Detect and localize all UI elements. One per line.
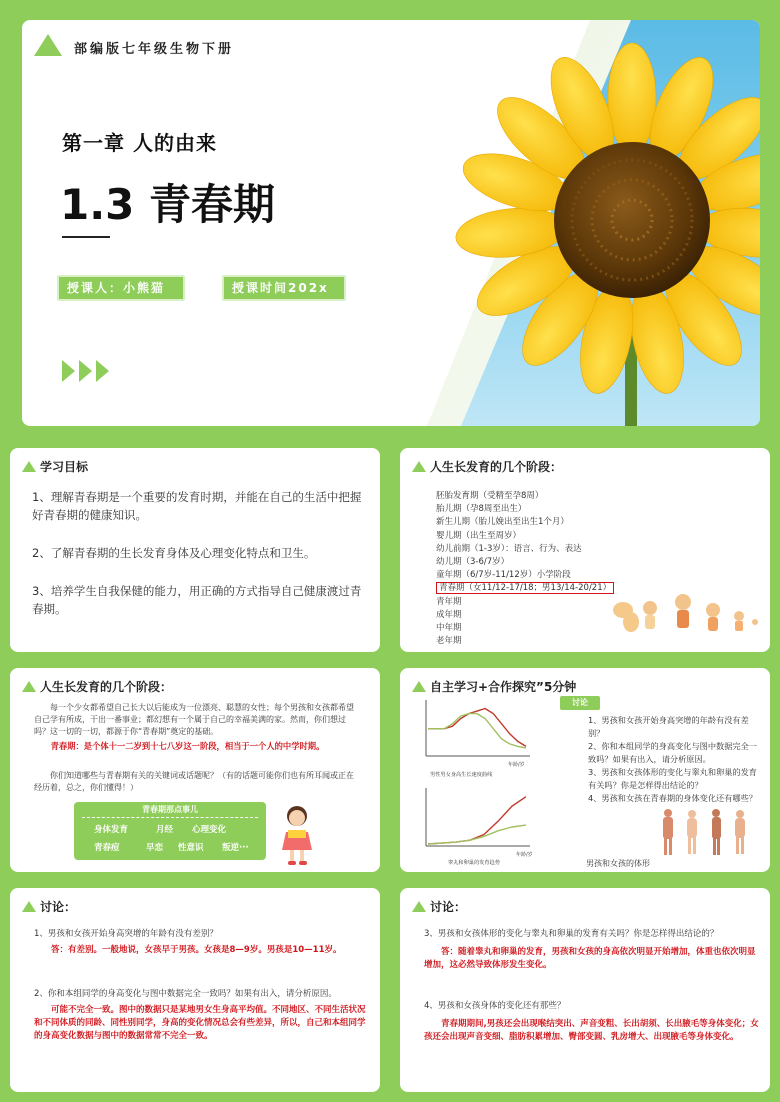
- list-item: 老年期: [436, 636, 462, 647]
- stages-panel: [400, 448, 770, 652]
- time-badge: 授课时间202x: [222, 275, 346, 301]
- panel-title: 人生长发育的几个阶段：: [430, 460, 563, 474]
- chevron-right-icon: [96, 360, 109, 382]
- answer-text: 可能不完全一致。图中的数据只是某地男女生身高平均值。不同地区、不同生活状况和不同体质的同龄、同性别同学，身高的变化情况总会有些差异，所以，自己和本组同学的身高变化数据与图中的数据常常不完全一致。: [34, 1005, 366, 1041]
- course-label: 部编版七年级生物下册: [74, 42, 235, 57]
- triangle-icon: [22, 901, 36, 912]
- definition-text: 青春期：是个体十一二岁到十七八岁这一阶段，相当于一个人的中学时期。: [50, 741, 325, 751]
- stage-list: [436, 490, 614, 648]
- keywords-box: [74, 802, 266, 860]
- keyword: 性意识: [178, 843, 204, 853]
- triangle-icon: [22, 681, 36, 692]
- panel-title: 讨论：: [40, 900, 77, 914]
- question-text: 2、你和本组同学的身高变化与图中数据完全一致吗？如果有出入，请分析原因。: [34, 989, 337, 999]
- panel-title: 人生长发育的几个阶段：: [40, 680, 173, 694]
- question-text: 4、男孩和女孩身体的变化还有那些？: [424, 1001, 566, 1011]
- list-item: 成年期: [436, 609, 462, 620]
- list-item: 婴儿期（出生至周岁）: [436, 530, 522, 541]
- question-text: 1、男孩和女孩开始身高突增的年龄有没有差别？: [34, 929, 218, 939]
- title-underline: [62, 236, 110, 238]
- chart-series-ovary: [428, 825, 526, 844]
- list-item: 胚胎发育期（受精至孕8周）: [436, 491, 544, 501]
- chart-caption: 男性男女身高生长速度曲线: [430, 772, 493, 778]
- self-study-panel: [400, 668, 770, 872]
- keyword: 青春痘: [94, 843, 120, 853]
- discussion-panel-2: [400, 888, 770, 1092]
- teacher-badge: 授课人：小熊猫: [57, 275, 185, 301]
- body-shapes-illustration: [656, 808, 756, 856]
- growth-figures-illustration: [605, 588, 765, 648]
- list-item: 青年期: [436, 596, 462, 607]
- keyword: 心理变化: [192, 825, 227, 835]
- girl-illustration: [272, 802, 322, 868]
- chart-caption: 睾丸和卵巢的发育趋势: [448, 860, 500, 866]
- list-item: 胎儿期（孕8周至出生）: [436, 504, 527, 515]
- title-slide: [22, 20, 760, 426]
- triangle-icon: [412, 901, 426, 912]
- dashed-divider: [82, 817, 258, 818]
- list-item: 新生儿期（胎儿娩出至出生1个月）: [436, 517, 569, 528]
- keyword: 身体发育: [94, 825, 129, 835]
- keyword: 叛逆···: [222, 843, 249, 853]
- panel-title: 学习目标: [40, 460, 89, 474]
- chapter-title: 第一章 人的由来: [62, 131, 217, 155]
- discussion-panel-1: [10, 888, 380, 1092]
- goal-item: 2、了解青春期的生长发育身体及心理变化特点和卫生。: [32, 546, 316, 560]
- puberty-intro-panel: [10, 668, 380, 872]
- panel-title: 讨论：: [430, 900, 467, 914]
- question-text: 你们知道哪些与青春期有关的关键词或话题呢？（有的话题可能你们也有所耳闻或正在经历着，总之，你们懂得！）: [34, 771, 354, 792]
- list-item: 幼儿前期（1-3岁）：语言、行为、表达: [436, 543, 582, 554]
- figure-caption: 男孩和女孩的体形: [586, 859, 650, 868]
- keyword: 月经: [156, 825, 174, 835]
- page-title: 1.3 青春期: [60, 180, 276, 229]
- list-item: 中年期: [436, 623, 462, 634]
- question-text: 3、男孩和女孩体形的变化与睾丸和卵巢的发育有关吗？你是怎样得出结论的？: [424, 929, 719, 939]
- list-item-highlighted: 青春期（女11/12-17/18；男13/14-20/21）: [436, 582, 614, 594]
- answer-text: 答：随着睾丸和卵巢的发育，男孩和女孩的身高依次明显开始增加，体重也依次明显增加，这必然导致体形发生变化。: [424, 947, 756, 970]
- chevron-right-icon: [79, 360, 92, 382]
- triangle-icon: [22, 461, 36, 472]
- intro-paragraph: 每一个少女都希望自己长大以后能成为一位漂亮、聪慧的女性；每个男孩和女孩都希望自己学有所成，干出一番事业；都幻想有一个属于自己的幸福美满的家。然而，你们想过吗？这一切的一切，都源于你“青春期”奠定的基础。: [34, 703, 354, 736]
- answer-text: 答：有差别。一般地说，女孩早于男孩。女孩是8—9岁。男孩是10—11岁。: [51, 945, 342, 955]
- chevron-right-icon: [62, 360, 75, 382]
- chart-x-label: 年龄/岁: [516, 852, 533, 858]
- triangle-icon: [412, 461, 426, 472]
- chart-x-label: 年龄/岁: [508, 762, 525, 768]
- sunflower-image: [442, 40, 760, 426]
- question-item: 2、你和本组同学的身高变化与图中数据完全一致吗？如果有出入，请分析原因。: [588, 741, 757, 764]
- question-item: 3、男孩和女孩体形的变化与睾丸和卵巢的发育有关吗？你是怎样得出结论的？: [588, 767, 757, 790]
- goal-item: 3、培养学生自我保健的能力，用正确的方式指导自己健康渡过青春期。: [32, 584, 362, 616]
- gonad-development-chart: [408, 784, 538, 868]
- learning-goals-panel: [10, 448, 380, 652]
- triangle-icon: [412, 681, 426, 692]
- keywords-box-title: 青春期那点事儿: [142, 805, 198, 814]
- chart-series-girls: [428, 714, 526, 748]
- list-item: 童年期（6/7岁-11/12岁）小学阶段: [436, 570, 571, 581]
- keyword: 早恋: [146, 843, 164, 853]
- discuss-tag: 讨论: [560, 696, 600, 710]
- triangle-icon: [34, 34, 62, 56]
- list-item: 幼儿期（3-6/7岁）: [436, 557, 510, 568]
- panel-title: 自主学习+合作探究”5分钟: [430, 680, 577, 694]
- height-growth-chart: [408, 696, 538, 782]
- answer-text: 青春期期间,男孩还会出现喉结突出、声音变粗、长出胡须、长出腋毛等身体变化；女孩还会出现声音变细、脂肪积累增加、臀部变圆、乳房增大、出现腋毛等身体变化。: [424, 1019, 759, 1042]
- goal-item: 1、理解青春期是一个重要的发育时期，并能在自己的生活中把握好青春期的健康知识。: [32, 490, 362, 522]
- question-item: 1、男孩和女孩开始身高突增的年龄有没有差别？: [588, 715, 749, 738]
- question-item: 4、男孩和女孩在青春期的身体变化还有哪些？: [588, 793, 757, 803]
- chart-series-testis: [428, 797, 526, 844]
